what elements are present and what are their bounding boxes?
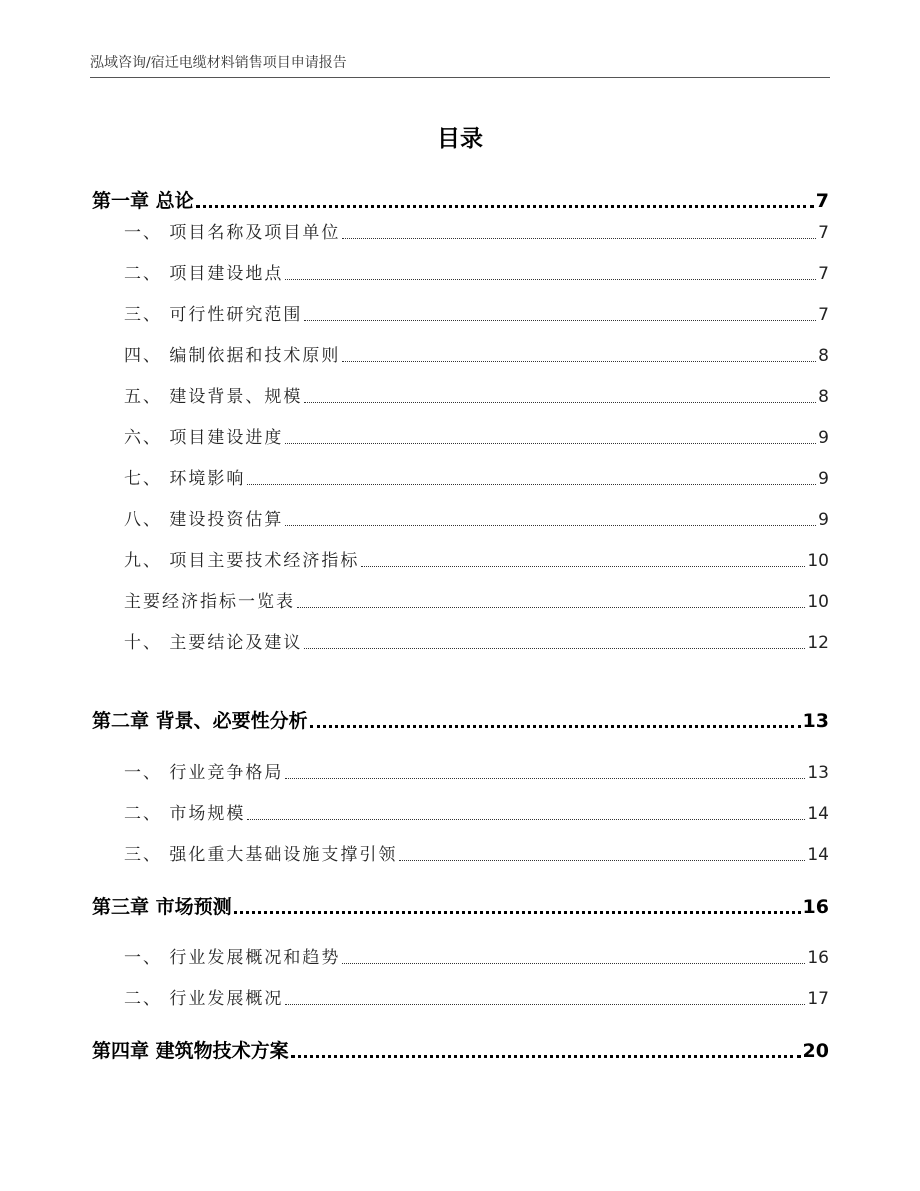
toc-entry-label: 六、 项目建设进度: [124, 428, 284, 448]
toc-section-entry[interactable]: [124, 505, 829, 530]
toc-chapter-entry[interactable]: [92, 186, 829, 213]
toc-page-number: 14: [807, 804, 829, 824]
toc-leader-dots: [196, 205, 814, 208]
toc-chapter-entry[interactable]: [92, 1036, 829, 1063]
toc-leader-dots: [285, 443, 816, 444]
toc-leader-dots: [342, 361, 816, 362]
toc-section-entry[interactable]: [124, 546, 829, 571]
toc-leader-dots: [310, 725, 801, 728]
toc-leader-dots: [247, 484, 816, 485]
toc-entry-label: 第四章 建筑物技术方案: [92, 1040, 289, 1062]
toc-leader-dots: [234, 911, 801, 914]
toc-page-number: 8: [818, 346, 829, 366]
toc-leader-dots: [304, 320, 816, 321]
toc-page-number: 12: [807, 633, 829, 653]
toc-entry-label: 主要经济指标一览表: [124, 592, 295, 612]
toc-leader-dots: [247, 819, 805, 820]
toc-section-entry[interactable]: [124, 259, 829, 284]
toc-entry-label: 一、 行业发展概况和趋势: [124, 948, 341, 968]
toc-entry-label: 四、 编制依据和技术原则: [124, 346, 341, 366]
toc-section-entry[interactable]: [124, 423, 829, 448]
toc-page-number: 7: [818, 264, 829, 284]
toc-entry-label: 第三章 市场预测: [92, 896, 232, 918]
toc-entry-label: 八、 建设投资估算: [124, 510, 284, 530]
toc-leader-dots: [399, 860, 805, 861]
toc-leader-dots: [285, 778, 805, 779]
toc-section-entry[interactable]: [124, 840, 829, 865]
toc-entry-label: 九、 项目主要技术经济指标: [124, 551, 360, 571]
toc-section-entry[interactable]: [124, 341, 829, 366]
toc-leader-dots: [285, 1004, 805, 1005]
running-header: 泓域咨询/宿迁电缆材料销售项目申请报告: [90, 55, 347, 71]
toc-section-entry[interactable]: [124, 464, 829, 489]
toc-page-number: 9: [818, 510, 829, 530]
toc-page-number: 13: [807, 763, 829, 783]
toc-section-entry[interactable]: [124, 799, 829, 824]
toc-leader-dots: [285, 279, 816, 280]
toc-leader-dots: [285, 525, 816, 526]
toc-page-number: 9: [818, 469, 829, 489]
toc-leader-dots: [304, 402, 816, 403]
toc-page-number: 20: [802, 1040, 829, 1062]
toc-section-entry[interactable]: [124, 984, 829, 1009]
toc-page-number: 7: [815, 190, 829, 212]
toc-entry-label: 一、 项目名称及项目单位: [124, 223, 341, 243]
toc-entry-label: 五、 建设背景、规模: [124, 387, 303, 407]
toc-leader-dots: [297, 607, 805, 608]
toc-section-entry[interactable]: [124, 382, 829, 407]
toc-leader-dots: [291, 1055, 801, 1058]
toc-section-entry[interactable]: [124, 300, 829, 325]
toc-section-entry[interactable]: [124, 587, 829, 612]
toc-entry-label: 十、 主要结论及建议: [124, 633, 303, 653]
toc-leader-dots: [361, 566, 805, 567]
toc-page-number: 10: [807, 592, 829, 612]
toc-entry-label: 第一章 总论: [92, 190, 194, 212]
toc-entry-label: 二、 项目建设地点: [124, 264, 284, 284]
toc-page-number: 16: [802, 896, 829, 918]
toc-chapter-entry[interactable]: [92, 706, 829, 733]
toc-page-number: 8: [818, 387, 829, 407]
toc-section-entry[interactable]: [124, 628, 829, 653]
toc-section-entry[interactable]: [124, 943, 829, 968]
toc-section-entry[interactable]: [124, 758, 829, 783]
toc-entry-label: 七、 环境影响: [124, 469, 246, 489]
toc-title: 目录: [437, 126, 483, 152]
toc-page-number: 7: [818, 223, 829, 243]
toc-section-entry[interactable]: [124, 218, 829, 243]
toc-page-number: 14: [807, 845, 829, 865]
toc-page-number: 17: [807, 989, 829, 1009]
toc-entry-label: 三、 可行性研究范围: [124, 305, 303, 325]
toc-page-number: 7: [818, 305, 829, 325]
toc-page-number: 10: [807, 551, 829, 571]
toc-page-number: 9: [818, 428, 829, 448]
toc-entry-label: 二、 市场规模: [124, 804, 246, 824]
toc-leader-dots: [304, 648, 805, 649]
toc-leader-dots: [342, 963, 805, 964]
toc-entry-label: 三、 强化重大基础设施支撑引领: [124, 845, 398, 865]
toc-entry-label: 第二章 背景、必要性分析: [92, 710, 308, 732]
toc-entry-label: 二、 行业发展概况: [124, 989, 284, 1009]
toc-chapter-entry[interactable]: [92, 892, 829, 919]
toc-page-number: 13: [802, 710, 829, 732]
toc-page-number: 16: [807, 948, 829, 968]
toc-entry-label: 一、 行业竞争格局: [124, 763, 284, 783]
toc-leader-dots: [342, 238, 816, 239]
header-rule: [90, 77, 830, 78]
